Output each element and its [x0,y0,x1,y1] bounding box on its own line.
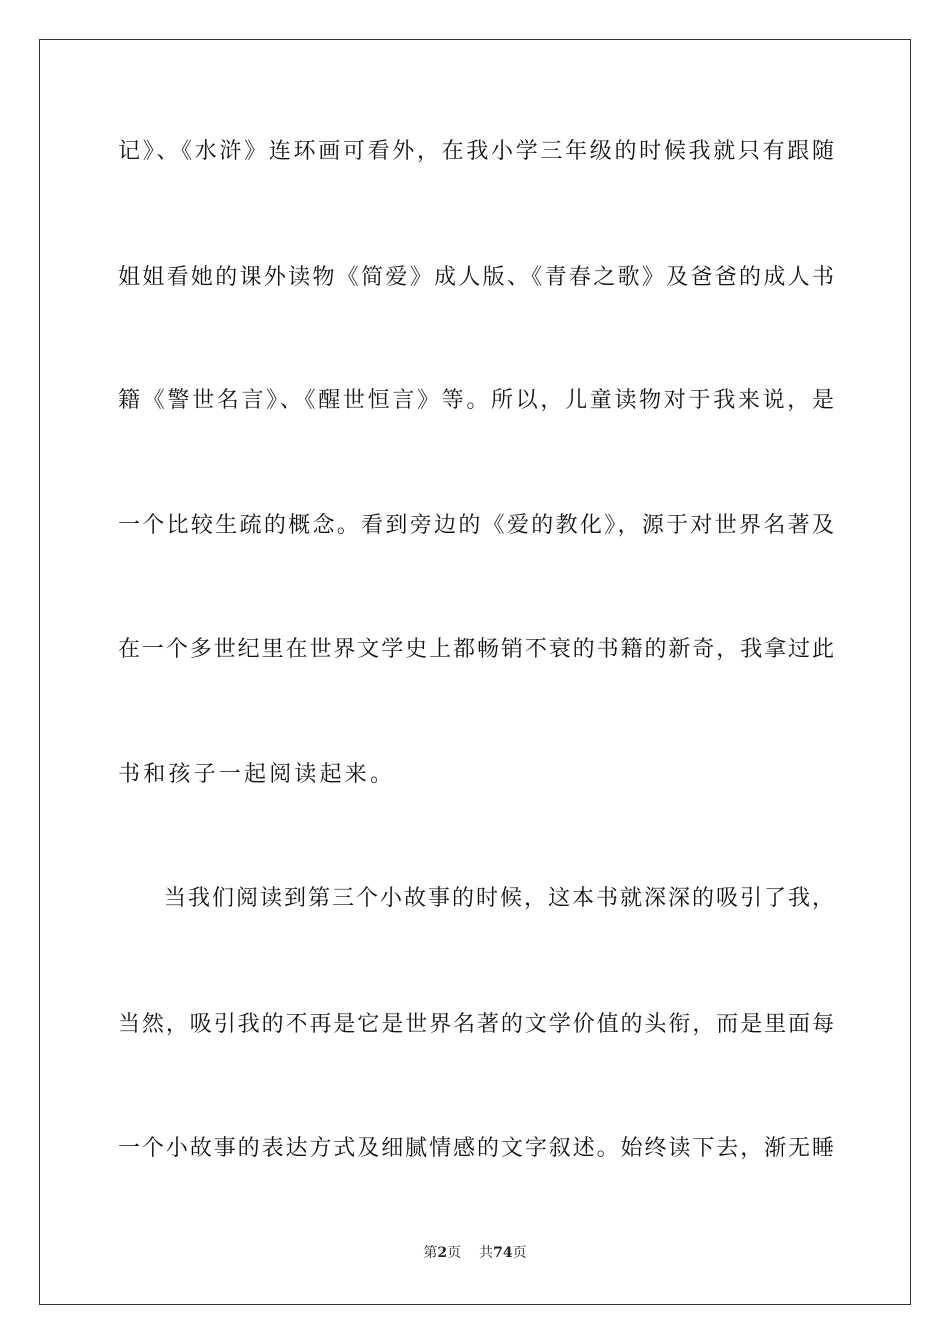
text-line-4: 一个比较生疏的概念。看到旁边的《爱的教化》，源于对世界名著及 [118,513,834,538]
page-number-label: 第2页 [423,1245,462,1261]
text-line-8: 当然，吸引我的不再是它是世界名著的文学价值的头衔，而是里面每 [118,1012,834,1037]
page-border [39,39,911,1305]
total-pages-label: 共74页 [479,1245,527,1261]
page-footer [0,1243,950,1263]
total-page-number: 74 [493,1245,513,1261]
current-page-number: 2 [437,1245,448,1261]
text-line-3: 籍《警世名言》、《醒世恒言》等。所以，儿童读物对于我来说，是 [118,388,834,413]
text-line-5: 在一个多世纪里在世界文学史上都畅销不衰的书籍的新奇，我拿过此 [118,637,834,662]
text-line-9: 一个小故事的表达方式及细腻情感的文字叙述。始终读下去，渐无睡 [118,1136,834,1161]
text-line-6: 书和孩子一起阅读起来。 [118,762,396,787]
paragraph-start-line: 当我们阅读到第三个小故事的时候，这本书就深深的吸引了我， [164,886,834,911]
text-line-1: 记》、《水浒》连环画可看外，在我小学三年级的时候我就只有跟随 [118,139,834,164]
text-line-2: 姐姐看她的课外读物《简爱》成人版、《青春之歌》及爸爸的成人书 [118,265,834,290]
